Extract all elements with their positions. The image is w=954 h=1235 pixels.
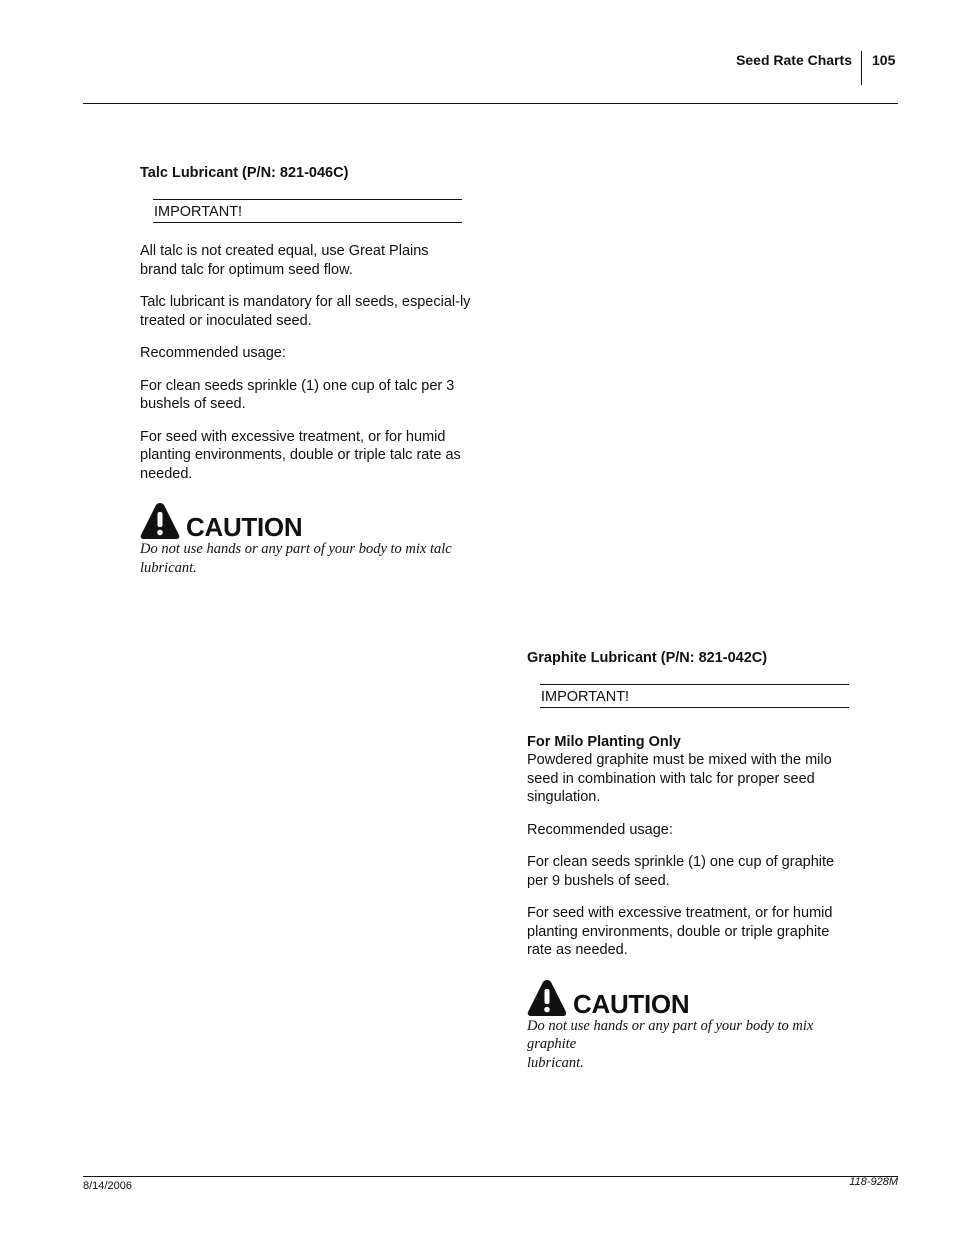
talc-paragraph: Recommended usage: xyxy=(140,345,286,361)
graphite-caution-header xyxy=(527,977,867,1017)
talc-caution-text: Do not use hands or any part of your body to mix talc lubricant. xyxy=(140,541,452,576)
talc-important-label: IMPORTANT! xyxy=(154,204,243,220)
page-number: 105 xyxy=(872,52,896,68)
talc-caution-label: CAUTION xyxy=(186,512,303,542)
graphite-caution-label: CAUTION xyxy=(573,988,690,1019)
graphite-title: Graphite Lubricant (P/N: 821-042C) xyxy=(527,650,768,666)
talc-important-box xyxy=(153,199,462,223)
footer-doc-number: 118-928M xyxy=(849,1176,898,1188)
graphite-caution-line: Do not use hands or any part of your body to mix xyxy=(527,1017,814,1034)
top-rule xyxy=(83,103,898,104)
talc-paragraph: For clean seeds sprinkle (1) one cup of talc per 3 bushels of seed. xyxy=(140,377,455,412)
graphite-paragraph: Powdered graphite must be mixed with the milo seed in combination with talc for proper seed singulation. xyxy=(527,752,832,805)
talc-paragraph: All talc is not created equal, use Great Plains brand talc for optimum seed flow. xyxy=(140,243,429,278)
talc-caution-header xyxy=(140,500,480,540)
graphite-important-box xyxy=(540,684,849,708)
talc-title: Talc Lubricant (P/N: 821-046C) xyxy=(140,165,349,181)
graphite-important-label: IMPORTANT! xyxy=(541,689,630,705)
bottom-rule xyxy=(83,1176,898,1177)
header-section-title: Seed Rate Charts xyxy=(736,52,852,68)
graphite-paragraph: For clean seeds sprinkle (1) one cup of graphite per 9 bushels of seed. xyxy=(527,854,835,889)
talc-paragraph: For seed with excessive treatment, or for humid planting environments, double or triple talc rate as needed. xyxy=(140,428,461,482)
graphite-subheading: For Milo Planting Only xyxy=(527,734,681,750)
footer-date: 8/14/2006 xyxy=(83,1180,132,1192)
talc-paragraph: Talc lubricant is mandatory for all seeds, especial-ly treated or inoculated seed. xyxy=(140,294,471,329)
graphite-caution-line: lubricant. xyxy=(527,1054,584,1071)
graphite-paragraph: For seed with excessive treatment, or for humid planting environments, double or triple graphite rate as needed. xyxy=(527,905,833,958)
graphite-paragraph: Recommended usage: xyxy=(527,821,673,838)
graphite-section xyxy=(527,649,867,1072)
header-divider xyxy=(861,51,862,85)
warning-exclamation-icon xyxy=(140,502,180,540)
talc-section xyxy=(140,164,480,577)
warning-exclamation-icon xyxy=(527,979,567,1017)
graphite-caution-line: graphite xyxy=(527,1036,577,1052)
